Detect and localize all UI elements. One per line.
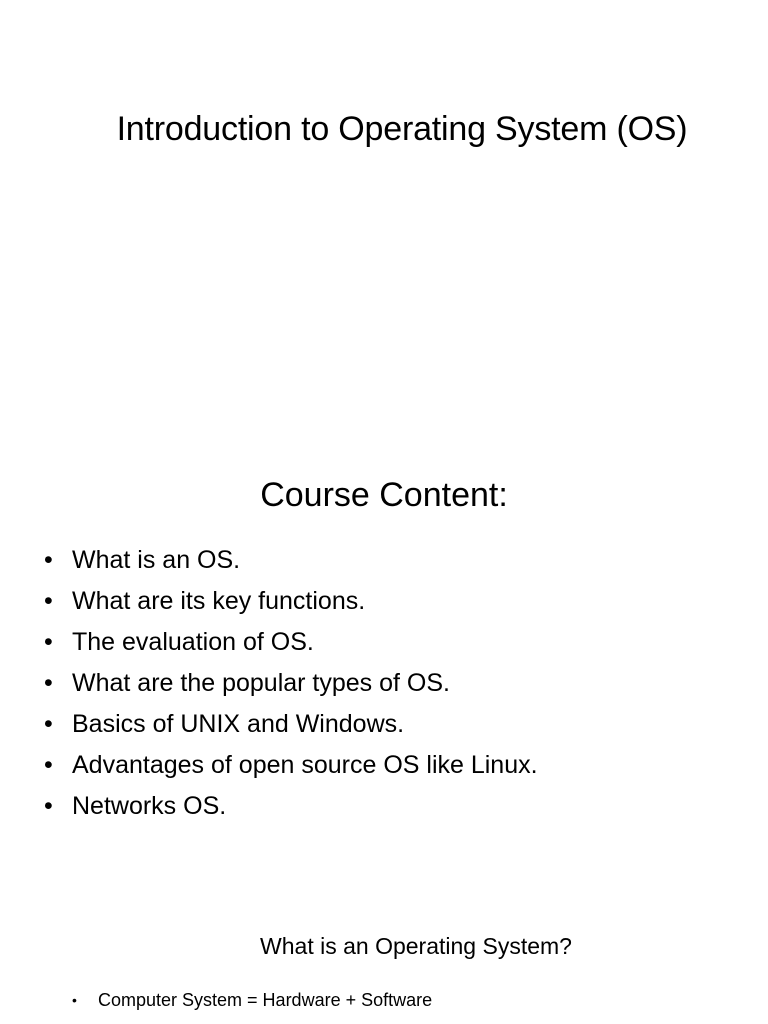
course-content-list xyxy=(44,540,538,827)
list-item xyxy=(72,987,432,1013)
list-item xyxy=(44,540,538,581)
list-item-text: What is an OS. xyxy=(72,546,241,574)
bullet-icon: • xyxy=(44,669,53,697)
list-item-text: Networks OS. xyxy=(72,792,227,820)
list-item-text: What are its key functions. xyxy=(72,587,366,615)
list-item xyxy=(44,786,538,827)
list-item-text: Advantages of open source OS like Linux. xyxy=(72,751,538,779)
list-item xyxy=(44,622,538,663)
list-item xyxy=(44,581,538,622)
list-item xyxy=(44,663,538,704)
slide-title-heading: Introduction to Operating System (OS) xyxy=(116,110,688,148)
bullet-icon: • xyxy=(44,792,53,820)
what-is-os-list xyxy=(72,987,432,1013)
bullet-icon: • xyxy=(44,710,53,738)
bullet-icon: • xyxy=(44,751,53,779)
course-content-heading: Course Content: xyxy=(260,476,508,514)
bullet-icon: • xyxy=(44,628,53,656)
list-item-text: The evaluation of OS. xyxy=(72,628,314,656)
list-item xyxy=(44,704,538,745)
bullet-icon: • xyxy=(44,587,53,615)
list-item xyxy=(44,745,538,786)
bullet-icon: • xyxy=(44,546,53,574)
list-item-text: What are the popular types of OS. xyxy=(72,669,450,697)
list-item-text: Basics of UNIX and Windows. xyxy=(72,710,405,738)
slide-what-is-os xyxy=(0,860,768,1024)
list-item-text: Computer System = Hardware + Software xyxy=(98,990,433,1010)
what-is-os-heading: What is an Operating System? xyxy=(260,933,572,959)
slide-title xyxy=(0,0,768,420)
bullet-icon: • xyxy=(72,992,77,1008)
slide-course-content xyxy=(0,420,768,860)
